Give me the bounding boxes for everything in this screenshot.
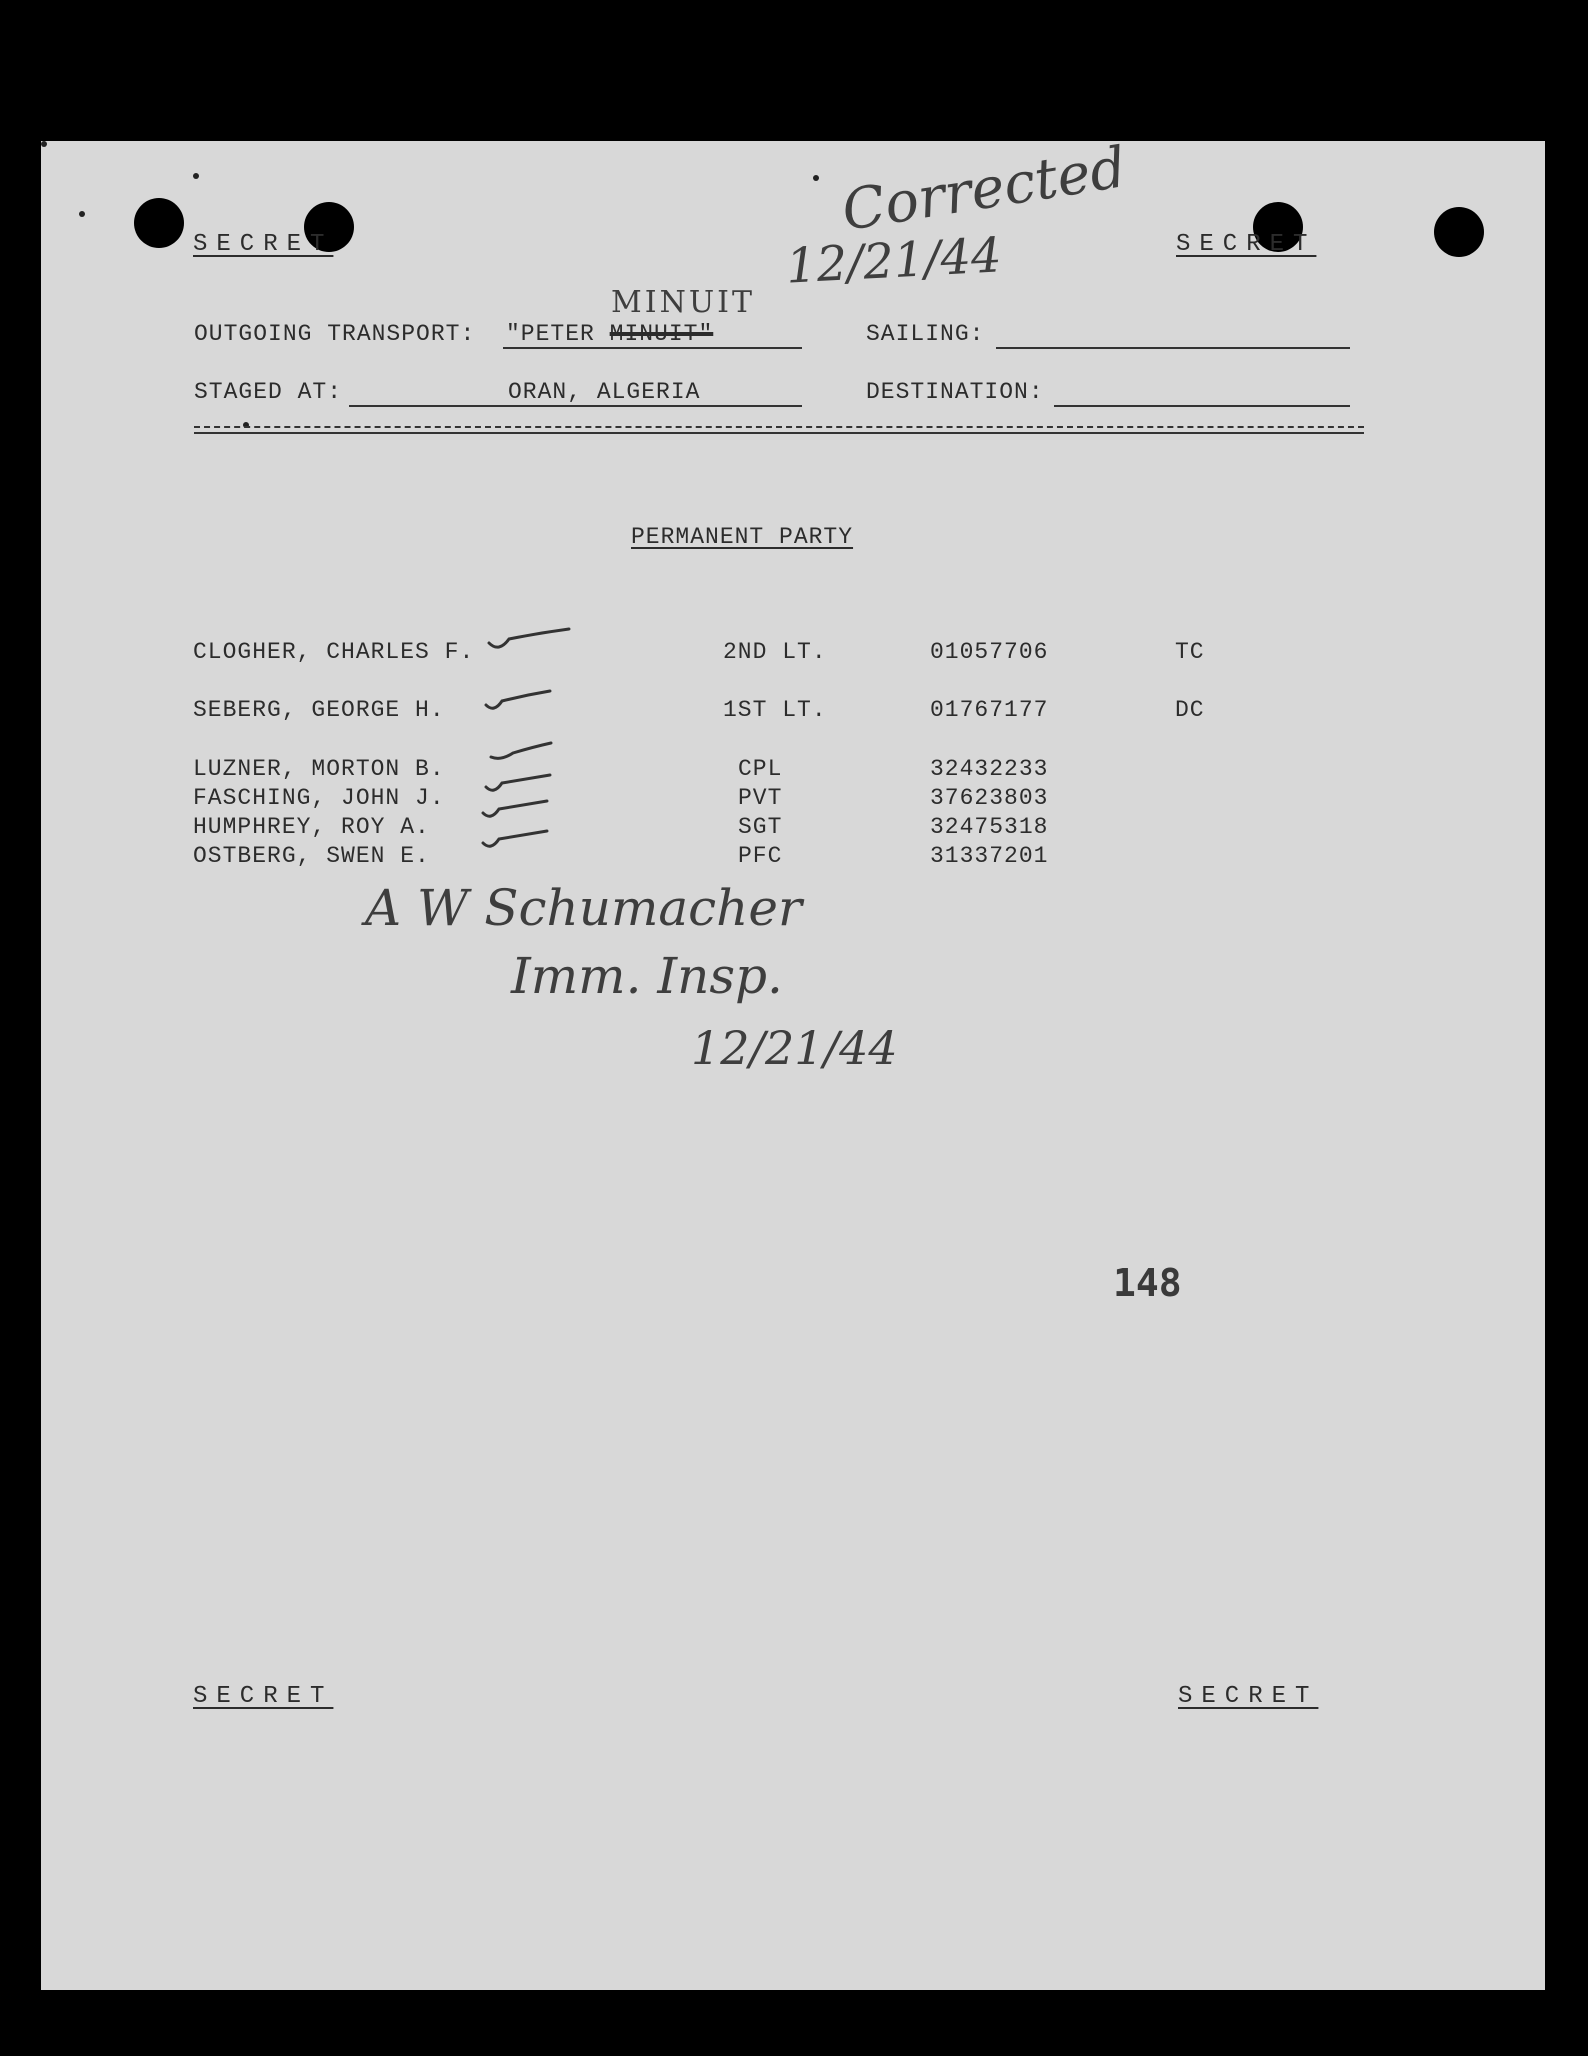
document-page (41, 135, 1545, 1990)
transport-value-struck: MINUIT" (609, 321, 714, 347)
transport-underline (503, 347, 802, 349)
transport-label: OUTGOING TRANSPORT: (194, 321, 476, 347)
personnel-serial: 37623803 (930, 785, 1049, 811)
personnel-rank: 2ND LT. (723, 639, 827, 665)
destination-underline (1054, 405, 1350, 407)
check-mark-icon (483, 831, 547, 846)
personnel-branch: TC (1175, 639, 1205, 665)
personnel-rank: 1ST LT. (723, 697, 827, 723)
personnel-name: LUZNER, MORTON B. (193, 756, 445, 782)
header-rule (194, 426, 1364, 428)
signature-title: Imm. Insp. (511, 947, 783, 1005)
ink-speck (79, 211, 85, 217)
personnel-serial: 01767177 (930, 697, 1049, 723)
punch-hole (134, 198, 184, 248)
personnel-rank: PFC (738, 843, 783, 869)
check-mark-icon (489, 629, 569, 647)
check-mark-icon (491, 743, 551, 758)
personnel-name: HUMPHREY, ROY A. (193, 814, 430, 840)
sailing-underline (996, 347, 1350, 349)
personnel-name: FASCHING, JOHN J. (193, 785, 445, 811)
check-mark-icon (483, 801, 547, 816)
punch-hole (1434, 207, 1484, 257)
staged-underline (349, 405, 802, 407)
personnel-rank: PVT (738, 785, 783, 811)
handwritten-corrected-note: Corrected (837, 135, 1131, 244)
personnel-rank: CPL (738, 756, 783, 782)
section-title: PERMANENT PARTY (631, 524, 854, 550)
staged-label: STAGED AT: (194, 379, 343, 405)
transport-value (506, 321, 713, 347)
personnel-serial: 32475318 (930, 814, 1049, 840)
check-marks (481, 621, 601, 881)
signature-date: 12/21/44 (691, 1021, 898, 1075)
personnel-name: CLOGHER, CHARLES F. (193, 639, 475, 665)
personnel-rank: SGT (738, 814, 783, 840)
ink-speck (193, 173, 199, 179)
ink-speck (41, 141, 47, 147)
staged-value: ORAN, ALGERIA (508, 379, 701, 405)
signature-name: A W Schumacher (365, 879, 802, 937)
ink-speck (813, 175, 819, 181)
check-mark-icon (486, 691, 550, 708)
personnel-branch: DC (1175, 697, 1205, 723)
handwritten-transport-correction: MINUIT (611, 285, 755, 320)
destination-label: DESTINATION: (866, 379, 1044, 405)
page-number: 148 (1113, 1261, 1182, 1305)
personnel-serial: 32432233 (930, 756, 1049, 782)
personnel-serial: 31337201 (930, 843, 1049, 869)
header-rule (194, 432, 1364, 434)
transport-value-prefix: "PETER (506, 321, 595, 347)
handwritten-corrected-date: 12/21/44 (784, 227, 1003, 295)
personnel-name: OSTBERG, SWEN E. (193, 843, 430, 869)
check-mark-icon (486, 775, 550, 790)
classification-bottom-left: SECRET (193, 1683, 334, 1710)
personnel-serial: 01057706 (930, 639, 1049, 665)
personnel-name: SEBERG, GEORGE H. (193, 697, 445, 723)
classification-top-right: SECRET (1176, 231, 1317, 258)
classification-bottom-right: SECRET (1178, 1683, 1319, 1710)
classification-top-left: SECRET (193, 231, 334, 258)
sailing-label: SAILING: (866, 321, 985, 347)
